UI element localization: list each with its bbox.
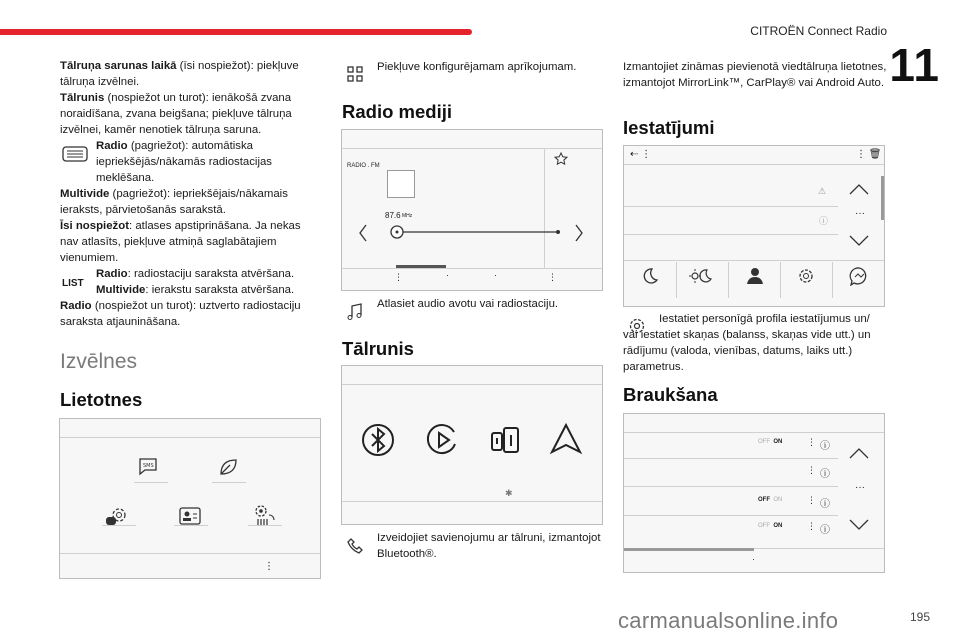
paragraph: Īsi nospiežot: atlases apstiprināšana. Ja nekas nav atlasīts, piekļuve atmiņā saglabātajiem vienumiem.: [60, 220, 301, 264]
apps-screen: [59, 418, 321, 579]
radio-band: RADIO . FM: [347, 163, 380, 169]
divider: [342, 384, 602, 385]
radio-caption: Atlasiet audio avotu vai radiostaciju.: [377, 298, 559, 310]
section-title-phone: Tālrunis: [342, 338, 414, 359]
paragraph: Tālrunis (nospiežot un turot): ienākošā zvana noraidīšana, zvana beigšana; piekļuve tālruņa izvēlnei, kamēr nenotiek tālruņa saruna.: [60, 92, 292, 136]
paragraph: Tālruņa sarunas laikā (īsi nospiežot): piekļuve tālruņa izvēlnei.: [60, 60, 299, 88]
day-night-icon[interactable]: [688, 266, 714, 286]
more-options-icon[interactable]: ⋮: [548, 272, 557, 282]
phone-caption: Izveidojiet savienojumu ar tālruni, izmantojot Bluetooth®.: [377, 532, 601, 560]
page-number: 195: [909, 610, 930, 624]
star-icon[interactable]: [554, 152, 568, 166]
page-dot-icon: ·: [446, 270, 449, 280]
scroll-down-icon[interactable]: [848, 518, 870, 532]
settings-caption: Iestatiet personīgā profila iestatījumus un/ vai iestatiet skaņas (balanss, skaņas vide utt.) un rādījumu (valoda, vienības, datums, laiks utt.) parametrus.: [623, 313, 871, 373]
divider: [134, 482, 168, 483]
radio-screen: [341, 129, 603, 291]
back-arrow-icon[interactable]: ⇠ ⋮: [630, 149, 652, 160]
divider: [624, 206, 838, 207]
trash-icon[interactable]: ⋮ 🗑: [856, 149, 882, 160]
watermark: carmanualsonline.info: [618, 608, 839, 633]
ellipsis-icon: ···: [855, 208, 865, 219]
left-text-block: [60, 58, 322, 330]
page-dot-icon: ·: [494, 270, 497, 280]
right-intro: Izmantojiet zināmas pievienotā viedtālruņa lietotnes, izmantojot MirrorLink™, CarPlay® vai Android Auto.: [623, 61, 887, 89]
gear-icon[interactable]: [796, 266, 816, 286]
section-title-izvelnes: Izvēlnes: [60, 350, 138, 373]
bluetooth-icon[interactable]: [360, 422, 396, 458]
phone-screen: [341, 365, 603, 525]
info-icon: ⓘ: [819, 216, 829, 226]
paragraph: Radio (pagriežot): automātiska iepriekšējās/nākamās radiostacijas meklēšana.: [96, 140, 273, 184]
chapter-number: 11: [889, 39, 940, 91]
contacts-app-icon[interactable]: [178, 505, 202, 527]
apps-caption: Piekļuve konfigurējamam aprīkojumam.: [377, 61, 577, 73]
divider: [624, 486, 838, 487]
info-icon[interactable]: ⓘ: [820, 525, 830, 536]
divider: [342, 268, 602, 269]
more-options-icon[interactable]: ⋮: [807, 521, 816, 531]
divider: [676, 262, 677, 298]
page-dot-icon: ·: [752, 554, 755, 564]
divider: [780, 262, 781, 298]
divider: [60, 553, 320, 554]
mirror-screen-icon[interactable]: [488, 424, 522, 458]
prev-station-icon[interactable]: [358, 223, 368, 243]
menu-lines-icon: [62, 146, 88, 162]
phone-icon: [345, 536, 365, 556]
leaf-app-icon[interactable]: [216, 455, 240, 479]
divider: [624, 164, 884, 165]
sound-settings-icon[interactable]: [848, 266, 870, 286]
paragraph: Radio (nospiežot un turot): uztverto radiostaciju saraksta atjaunināšana.: [60, 300, 301, 328]
radio-frequency-unit: MHz: [402, 213, 413, 219]
music-note-icon: [345, 302, 365, 322]
section-title-driving: Braukšana: [623, 384, 718, 405]
android-auto-icon[interactable]: [548, 422, 584, 456]
toggle-switch[interactable]: OFF ON: [758, 497, 783, 503]
play-icon[interactable]: [424, 422, 460, 458]
divider: [624, 515, 838, 516]
info-icon[interactable]: ⓘ: [820, 499, 830, 510]
progress-indicator: [624, 548, 754, 551]
grid-icon: [345, 64, 365, 84]
tab-indicator: [396, 265, 446, 268]
divider: [248, 525, 282, 526]
scrollbar[interactable]: [881, 176, 884, 220]
divider: [728, 262, 729, 298]
paragraph: Radio: radiostaciju saraksta atvēršana.: [96, 268, 295, 280]
next-station-icon[interactable]: [574, 223, 584, 243]
divider: [624, 432, 884, 433]
warning-icon: ⚠: [818, 186, 827, 196]
scroll-up-icon[interactable]: [848, 182, 870, 196]
frequency-slider[interactable]: [386, 224, 562, 240]
divider: [342, 501, 602, 502]
ellipsis-icon: ···: [855, 482, 865, 493]
section-title-radio: Radio mediji: [342, 101, 452, 122]
divider: [832, 262, 833, 298]
small-bluetooth-icon: ✱: [505, 488, 513, 498]
divider: [102, 525, 136, 526]
divider: [342, 148, 602, 149]
sms-app-icon[interactable]: [136, 455, 160, 479]
night-mode-icon[interactable]: [640, 266, 660, 286]
divider: [624, 458, 838, 459]
driving-screen: [623, 413, 885, 573]
scroll-down-icon[interactable]: [848, 234, 870, 248]
header-title: CITROËN Connect Radio: [750, 24, 887, 38]
section-title-settings: Iestatījumi: [623, 117, 715, 138]
profile-icon[interactable]: [744, 266, 764, 286]
more-options-icon[interactable]: ⋮: [807, 437, 816, 447]
radio-frequency: 87.6: [385, 211, 401, 220]
divider: [212, 482, 246, 483]
scroll-up-icon[interactable]: [848, 446, 870, 460]
more-options-icon[interactable]: ⋮: [807, 495, 816, 505]
list-label: LIST: [62, 278, 84, 289]
section-title-lietotnes: Lietotnes: [60, 389, 143, 410]
toggle-switch[interactable]: OFF ON: [758, 523, 783, 529]
more-options-icon[interactable]: ⋮: [807, 465, 816, 475]
divider: [174, 525, 208, 526]
header-red-bar: [0, 29, 472, 35]
station-logo-placeholder: [387, 170, 415, 198]
info-icon[interactable]: ⓘ: [820, 441, 830, 452]
paragraph: Multivide (pagriežot): iepriekšējais/nākamais ieraksts, pārvietošanās sarakstā.: [60, 188, 288, 216]
more-options-icon[interactable]: ⋮: [394, 272, 403, 282]
info-icon[interactable]: ⓘ: [820, 469, 830, 480]
toggle-switch[interactable]: OFF ON: [758, 439, 783, 445]
settings-screen: [623, 145, 885, 307]
divider: [60, 437, 320, 438]
svg-text:SMS: SMS: [143, 463, 154, 469]
divider: [544, 148, 545, 268]
more-options-icon[interactable]: ⋮: [264, 561, 274, 572]
divider: [624, 260, 884, 261]
divider: [624, 234, 838, 235]
paragraph: Multivide: ierakstu saraksta atvēršana.: [96, 284, 295, 296]
